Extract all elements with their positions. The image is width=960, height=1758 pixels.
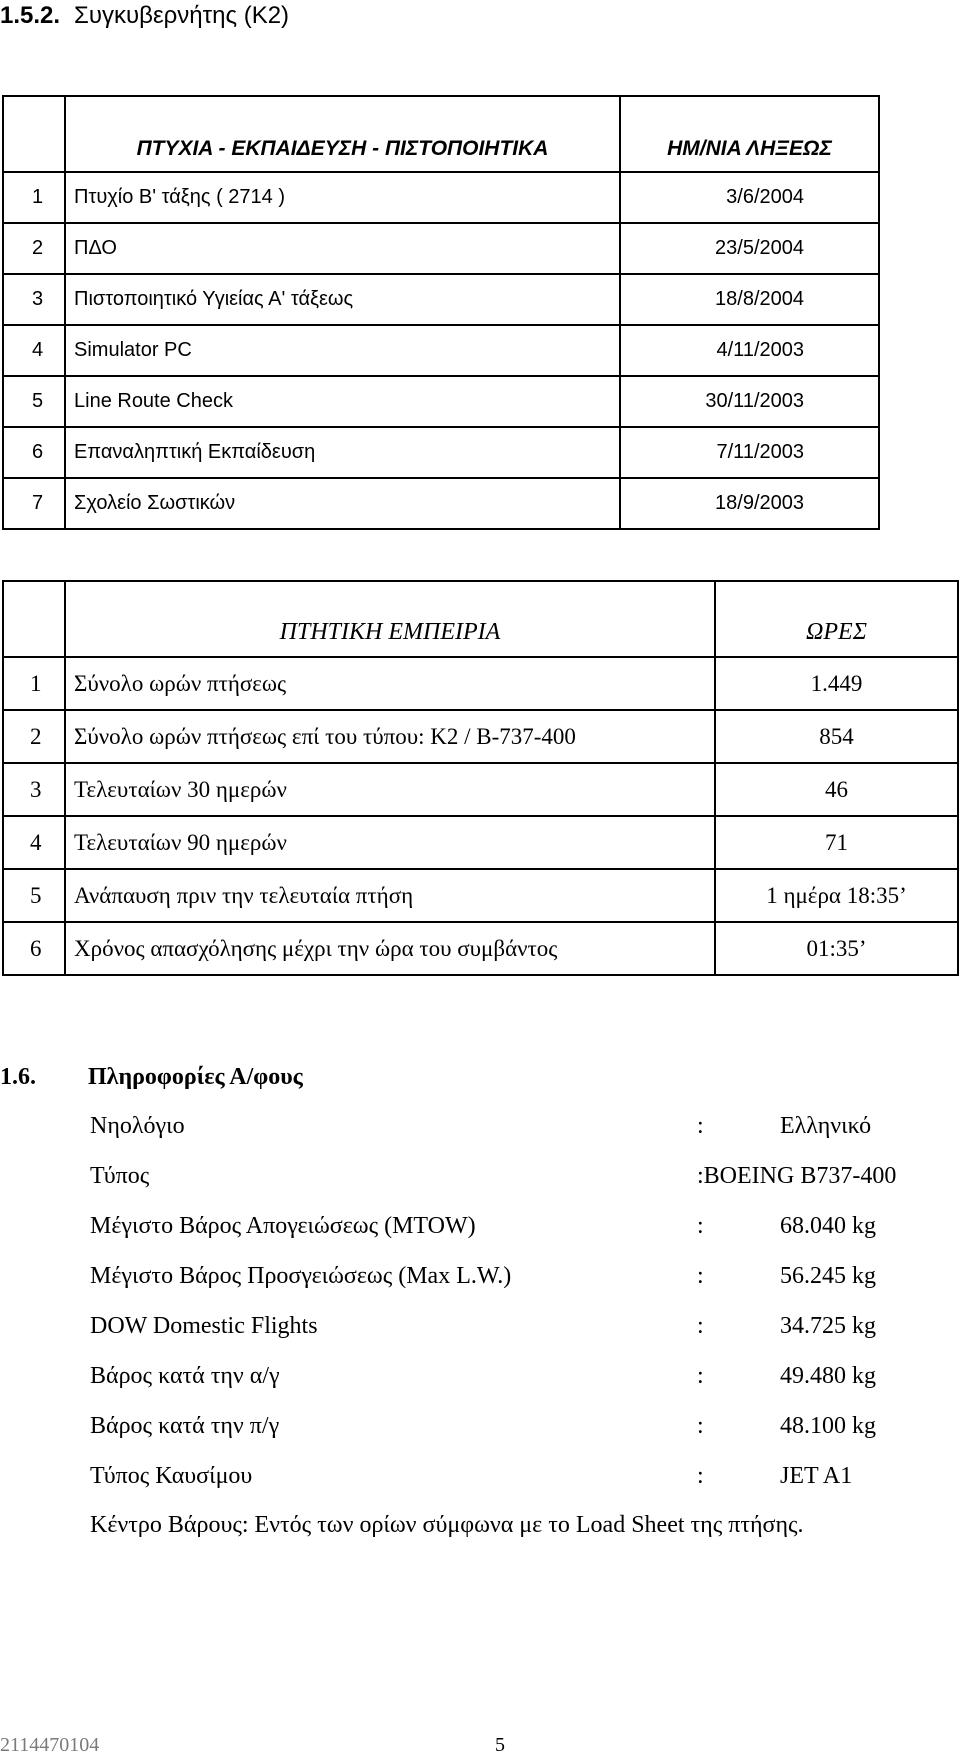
row-date: 30/11/2003 [620,376,879,427]
info-value: JET A1 [780,1463,853,1489]
section-title: Πληροφορίες Α/φους [88,1064,303,1090]
row-number: 6 [3,427,65,478]
row-label: Σύνολο ωρών πτήσεως [65,657,715,710]
row-number: 5 [3,869,65,922]
table-row [3,763,958,816]
info-value: 49.480 kg [780,1363,876,1389]
info-key: Τύπος Καυσίμου [90,1463,253,1489]
row-number: 5 [3,376,65,427]
document-code: 2114470104 [0,1734,100,1756]
row-label: Ανάπαυση πριν την τελευταία πτήση [65,869,715,922]
table-row [3,816,958,869]
table-row [3,172,879,223]
info-key: Βάρος κατά την α/γ [90,1363,280,1389]
header-description: ΠΤΥΧΙΑ - ΕΚΠΑΙΔΕΥΣΗ - ΠΙΣΤΟΠΟΙΗΤΙΚΑ [65,96,620,172]
row-number: 3 [3,274,65,325]
table-row [3,223,879,274]
info-key: Μέγιστο Βάρος Προσγειώσεως (Max L.W.) [90,1263,512,1289]
info-colon: : [697,1213,704,1239]
row-number: 4 [3,325,65,376]
section-title: Συγκυβερνήτης (Κ2) [74,2,290,29]
table-row [3,427,879,478]
row-number: 2 [3,223,65,274]
row-label: Line Route Check [65,376,620,427]
row-label: Σχολείο Σωστικών [65,478,620,529]
info-colon: : [697,1263,704,1289]
table-row [3,710,958,763]
row-date: 4/11/2003 [620,325,879,376]
info-value: 56.245 kg [780,1263,876,1289]
table-row [3,657,958,710]
info-key: Τύπος [90,1163,150,1189]
info-value: Ελληνικό [780,1113,872,1139]
table-row [3,274,879,325]
row-number: 1 [3,657,65,710]
header-expiry-date: ΗΜ/ΝΙΑ ΛΗΞΕΩΣ [620,96,879,172]
header-number-cell [3,96,65,172]
row-label: Simulator PC [65,325,620,376]
row-number: 6 [3,922,65,975]
flight-experience-table [2,580,959,976]
row-number: 1 [3,172,65,223]
row-number: 4 [3,816,65,869]
info-value: 34.725 kg [780,1313,876,1339]
row-label: Πιστοποιητικό Υγιείας Α' τάξεως [65,274,620,325]
row-number: 3 [3,763,65,816]
row-date: 7/11/2003 [620,427,879,478]
table-row [3,376,879,427]
section-heading-aircraft [0,1064,303,1091]
table-row [3,922,958,975]
row-date: 18/8/2004 [620,274,879,325]
row-label: Σύνολο ωρών πτήσεως επί του τύπου: Κ2 / Β-737-400 [65,710,715,763]
certificates-table [2,95,880,530]
page-number: 5 [495,1734,505,1756]
row-label: Επαναληπτική Εκπαίδευση [65,427,620,478]
table-row [3,869,958,922]
info-colon: : [697,1363,704,1389]
row-date: 23/5/2004 [620,223,879,274]
section-heading-co-pilot [0,2,289,30]
info-value: 68.040 kg [780,1213,876,1239]
row-date: 3/6/2004 [620,172,879,223]
row-value: 1 ημέρα 18:35’ [715,869,958,922]
header-hours: ΩΡΕΣ [715,581,958,657]
info-colon: : [697,1113,704,1139]
info-key: Βάρος κατά την π/γ [90,1413,280,1439]
row-value: 1.449 [715,657,958,710]
info-key: Μέγιστο Βάρος Απογειώσεως (MTOW) [90,1213,476,1239]
certificates-header-row [3,96,879,172]
row-label: ΠΔΟ [65,223,620,274]
table-row [3,325,879,376]
info-value: :BOEING B737-400 [697,1163,897,1189]
info-value: 48.100 kg [780,1413,876,1439]
info-colon: : [697,1313,704,1339]
row-number: 2 [3,710,65,763]
row-label: Πτυχίο Β' τάξης ( 2714 ) [65,172,620,223]
row-label: Τελευταίων 90 ημερών [65,816,715,869]
row-label: Χρόνος απασχόλησης μέχρι την ώρα του συμβάντος [65,922,715,975]
row-value: 71 [715,816,958,869]
row-label: Τελευταίων 30 ημερών [65,763,715,816]
row-value: 854 [715,710,958,763]
row-date: 18/9/2003 [620,478,879,529]
experience-header-row [3,581,958,657]
table-row [3,478,879,529]
section-number: 1.5.2. [0,2,61,29]
row-number: 7 [3,478,65,529]
header-number-cell [3,581,65,657]
info-key: DOW Domestic Flights [90,1313,318,1339]
row-value: 01:35’ [715,922,958,975]
info-colon: : [697,1413,704,1439]
center-of-gravity-note: Κέντρο Βάρους: Εντός των ορίων σύμφωνα με το Load Sheet της πτήσης. [90,1512,804,1538]
row-value: 46 [715,763,958,816]
section-number: 1.6. [0,1064,36,1090]
info-key: Νηολόγιο [90,1113,185,1139]
header-description: ΠΤΗΤΙΚΗ ΕΜΠΕΙΡΙΑ [65,581,715,657]
info-colon: : [697,1463,704,1489]
